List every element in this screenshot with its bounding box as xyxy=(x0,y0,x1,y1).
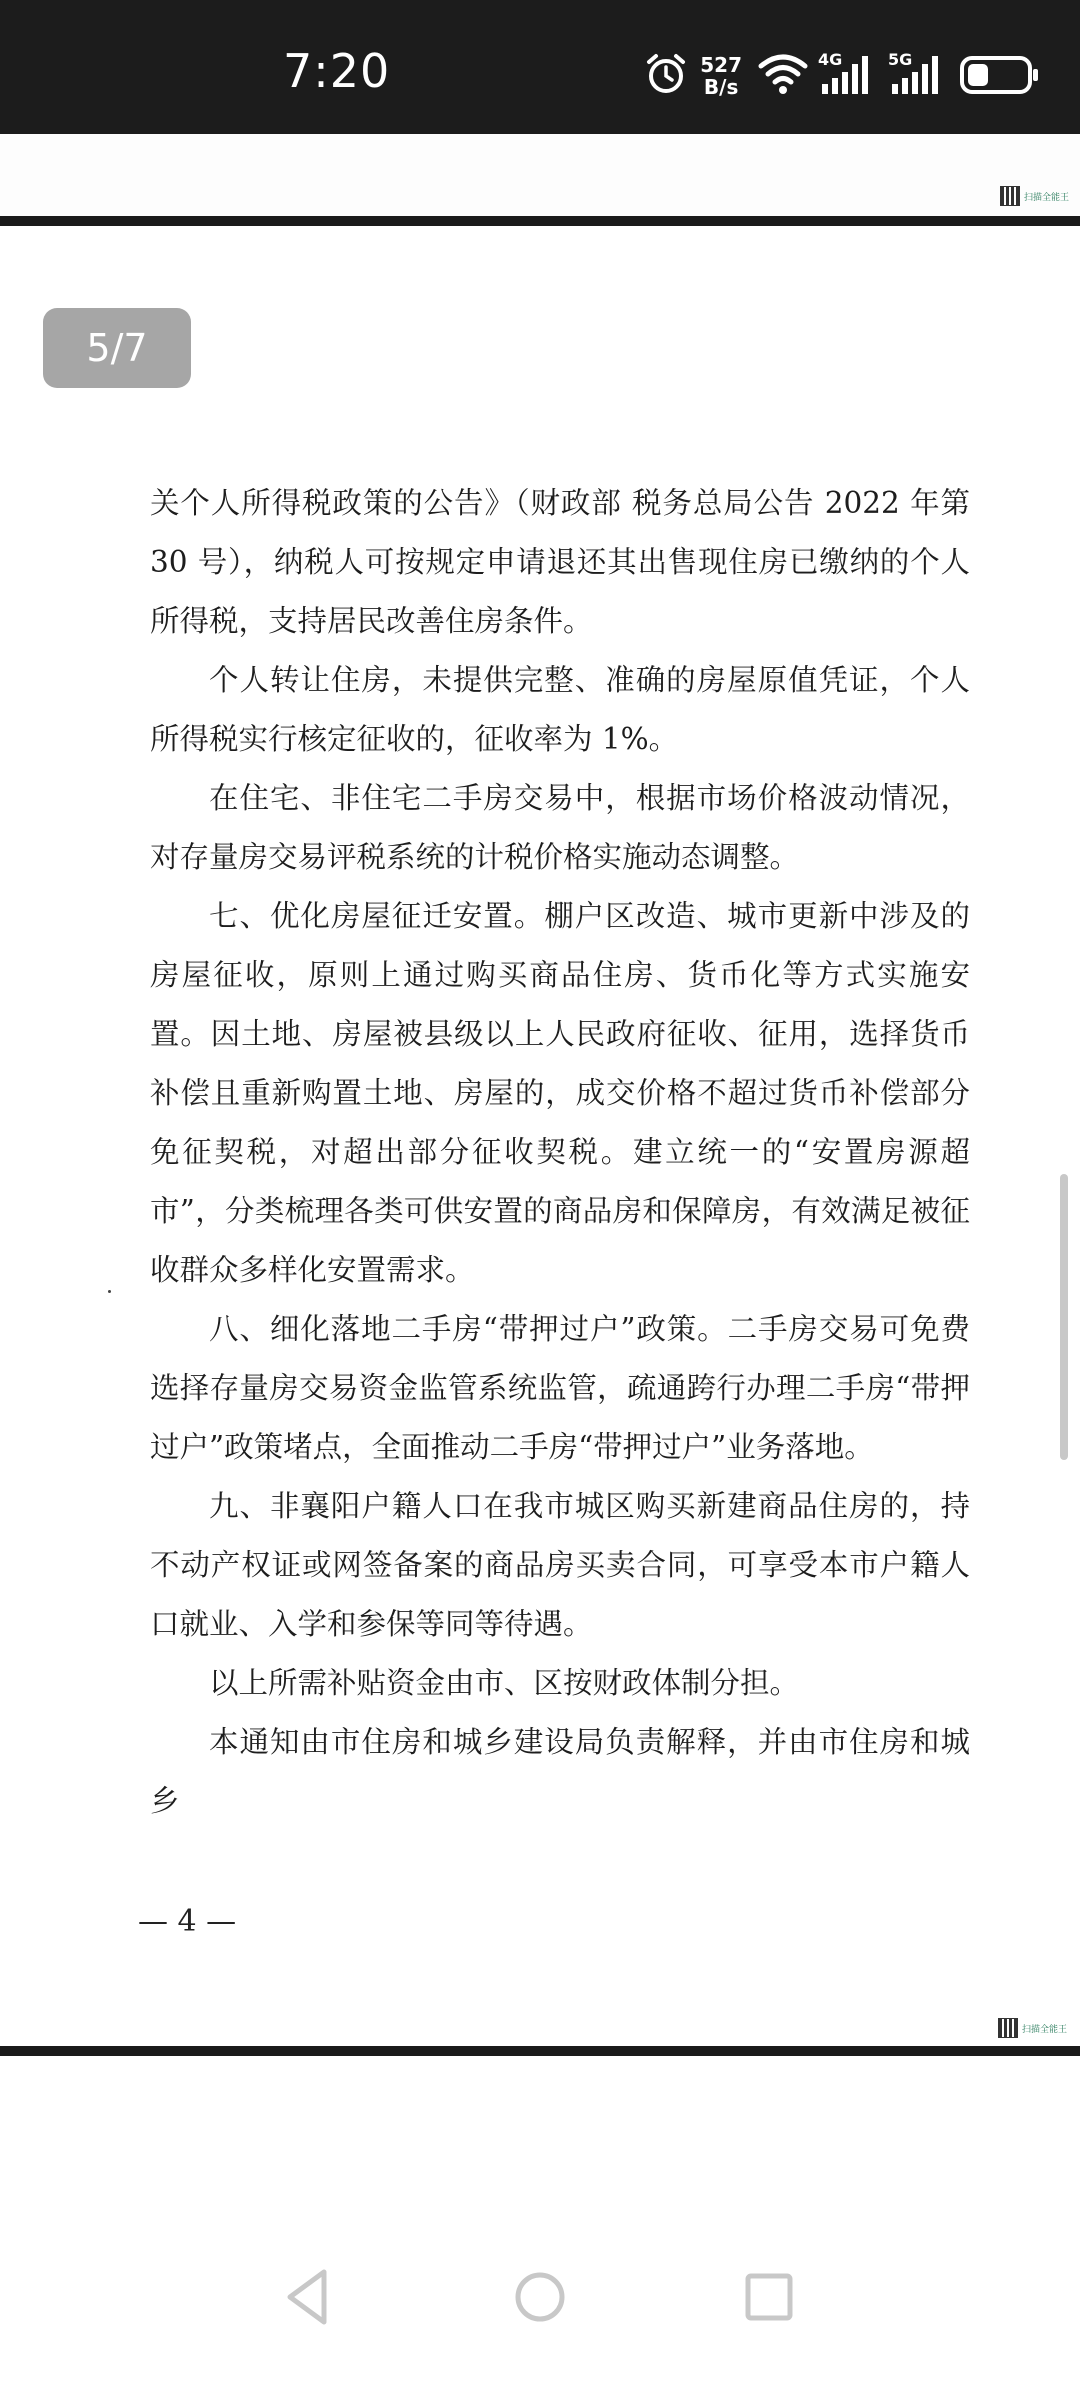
page-divider-top xyxy=(0,216,1080,226)
net-speed xyxy=(700,54,742,98)
document-viewer[interactable] xyxy=(0,134,1080,2074)
page-divider-bottom xyxy=(0,2046,1080,2056)
status-time: 7:20 xyxy=(283,44,391,98)
navigation-bar xyxy=(0,2200,1080,2400)
scrollbar-thumb[interactable] xyxy=(1060,1174,1068,1460)
signal-5g-icon xyxy=(888,52,948,96)
scanner-watermark-top xyxy=(1000,186,1069,206)
back-icon[interactable] xyxy=(274,2262,344,2332)
document-body xyxy=(150,474,970,1831)
home-icon[interactable] xyxy=(505,2262,575,2332)
net-5g-label: 5G xyxy=(888,50,913,69)
net-speed-unit: B/s xyxy=(703,75,739,99)
status-bar xyxy=(0,0,1080,134)
qr-code-icon xyxy=(1000,186,1020,206)
paragraph: 个人转让住房，未提供完整、准确的房屋原值凭证，个人所得税实行核定征收的，征收率为 1%。 xyxy=(150,663,970,756)
battery-icon xyxy=(960,56,1040,94)
recents-icon[interactable] xyxy=(734,2262,804,2332)
qr-code-icon xyxy=(998,2018,1018,2038)
signal-4g-icon xyxy=(818,52,878,96)
watermark-text-bottom: 扫描全能王 xyxy=(1022,2024,1068,2035)
watermark-text-top: 扫描全能王 xyxy=(1024,192,1070,203)
scan-speck xyxy=(108,1290,111,1293)
net-speed-value: 527 xyxy=(700,53,742,77)
paragraph: 在住宅、非住宅二手房交易中，根据市场价格波动情况，对存量房交易评税系统的计税价格实施动态调整。 xyxy=(150,781,970,874)
page-indicator: 5/7 xyxy=(43,308,191,388)
alarm-icon xyxy=(644,52,688,96)
previous-page-bottom xyxy=(0,134,1080,216)
paragraph: 八、细化落地二手房“带押过户”政策。二手房交易可免费选择存量房交易资金监管系统监管，疏通跨行办理二手房“带押过户”政策堵点，全面推动二手房“带押过户”业务落地。 xyxy=(150,1312,970,1464)
paragraph: 关个人所得税政策的公告》（财政部 税务总局公告 2022 年第 30 号），纳税人可按规定申请退还其出售现住房已缴纳的个人所得税，支持居民改善住房条件。 xyxy=(150,486,970,638)
paragraph: 本通知由市住房和城乡建设局负责解释，并由市住房和城乡 xyxy=(150,1725,970,1818)
paragraph: 七、优化房屋征迁安置。棚户区改造、城市更新中涉及的房屋征收，原则上通过购买商品住房、货币化等方式实施安置。因土地、房屋被县级以上人民政府征收、征用，选择货币补偿且重新购置土地、房屋的，成交价格不超过货币补偿部分免征契税，对超出部分征收契税。建立统一的“安置房源超市”，分类梳理各类可供安置的商品房和保障房，有效满足被征收群众多样化安置需求。 xyxy=(150,899,970,1287)
wifi-icon xyxy=(758,52,808,96)
paragraph: 九、非襄阳户籍人口在我市城区购买新建商品住房的，持不动产权证或网签备案的商品房买卖合同，可享受本市户籍人口就业、入学和参保等同等待遇。 xyxy=(150,1489,970,1641)
net-4g-label: 4G xyxy=(818,50,843,69)
scanner-watermark-bottom xyxy=(998,2018,1067,2038)
paragraph: 以上所需补贴资金由市、区按财政体制分担。 xyxy=(209,1666,800,1700)
page-number: — 4 — xyxy=(138,1904,237,1939)
